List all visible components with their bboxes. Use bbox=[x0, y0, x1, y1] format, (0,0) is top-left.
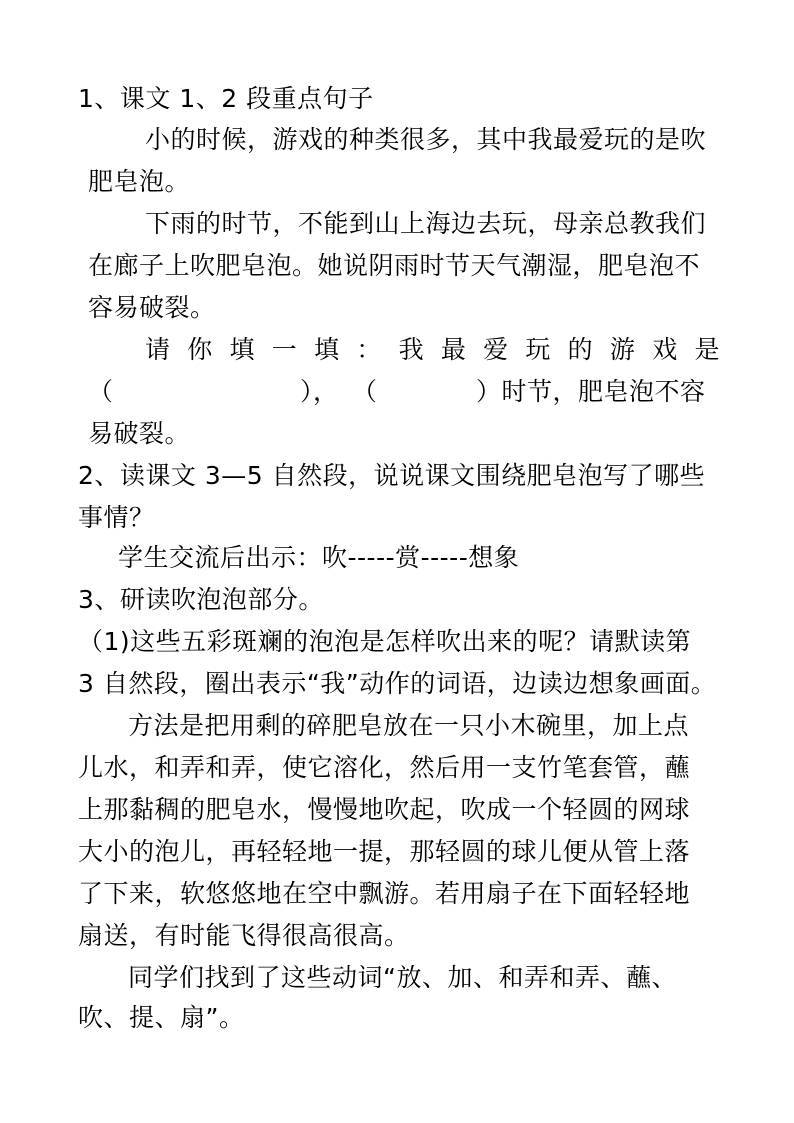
section1-heading: 1、课文 1、2 段重点句子 bbox=[78, 84, 374, 113]
fill-char: ： bbox=[356, 335, 382, 364]
question1-line1: （1)这些五彩斑斓的泡泡是怎样吹出来的呢？请默读第 bbox=[78, 627, 692, 656]
verbs-line2: 吹、提、扇”。 bbox=[78, 1003, 245, 1032]
method-line6: 扇送，有时能飞得很高很高。 bbox=[78, 921, 410, 950]
fill-char: 你 bbox=[187, 335, 213, 364]
blank2-open: （ bbox=[352, 377, 378, 406]
method-line1: 方法是把用剩的碎肥皂放在一只小木碗里，加上点 bbox=[128, 711, 690, 740]
fill-char: 填 bbox=[229, 335, 256, 364]
paragraph2-line2: 在廊子上吹肥皂泡。她说阴雨时节天气潮湿，肥皂泡不 bbox=[88, 251, 701, 280]
paragraph2-line3: 容易破裂。 bbox=[88, 293, 216, 322]
fill-char: 玩 bbox=[525, 335, 551, 364]
fill-char: 一 bbox=[271, 335, 298, 364]
fill-char: 爱 bbox=[483, 335, 509, 364]
fill-in-prompt bbox=[145, 335, 720, 365]
section2-heading-line2: 事情？ bbox=[78, 503, 155, 532]
fill-char: 戏 bbox=[652, 335, 678, 364]
fill-char: 请 bbox=[145, 335, 171, 364]
section2-summary: 学生交流后出示：吹-----赏-----想象 bbox=[118, 543, 520, 572]
fill-char: 游 bbox=[609, 335, 636, 364]
method-line2: 儿水，和弄和弄，使它溶化，然后用一支竹笔套管，蘸 bbox=[78, 753, 691, 782]
fill-char: 是 bbox=[694, 335, 720, 364]
fill-char: 最 bbox=[440, 335, 467, 364]
section2-heading-line1: 2、读课文 3—5 自然段，说说课文围绕肥皂泡写了哪些 bbox=[78, 461, 706, 490]
blank2-close: ）时节，肥皂泡不容 bbox=[476, 377, 706, 406]
blank1-close: ）， bbox=[300, 377, 339, 406]
method-line3: 上那黏稠的肥皂水，慢慢地吹起，吹成一个轻圆的网球 bbox=[78, 795, 691, 824]
paragraph1-line2: 肥皂泡。 bbox=[88, 167, 191, 196]
verbs-line1: 同学们找到了这些动词“放、加、和弄和弄、蘸、 bbox=[128, 963, 677, 992]
section3-heading: 3、研读吹泡泡部分。 bbox=[78, 585, 324, 614]
fill-char: 我 bbox=[398, 335, 425, 364]
question1-line2: 3 自然段，圈出表示“我”动作的词语，边读边想象画面。 bbox=[78, 669, 717, 698]
method-line4: 大小的泡儿，再轻轻地一提，那轻圆的球儿便从管上落 bbox=[78, 837, 691, 866]
fill-char: 的 bbox=[567, 335, 594, 364]
fill-char: 填 bbox=[314, 335, 340, 364]
paragraph2-line1: 下雨的时节，不能到山上海边去玩，母亲总教我们 bbox=[145, 209, 707, 238]
paragraph1-line1: 小的时候，游戏的种类很多，其中我最爱玩的是吹 bbox=[145, 125, 707, 154]
blank1-open: （ bbox=[88, 377, 114, 406]
method-line5: 了下来，软悠悠地在空中飘游。若用扇子在下面轻轻地 bbox=[78, 879, 691, 908]
fill-blank-line3: 易破裂。 bbox=[88, 419, 191, 448]
